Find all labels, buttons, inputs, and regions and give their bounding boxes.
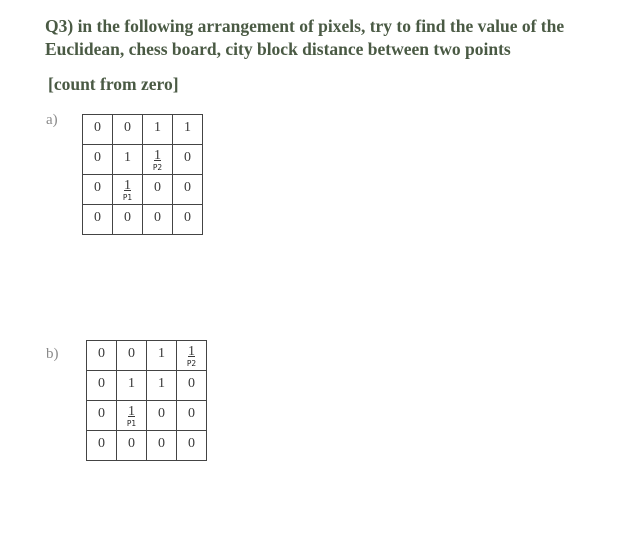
point-label: P2 — [152, 163, 163, 172]
pixel-value: 1 — [158, 376, 165, 391]
pixel-value: 1 — [154, 148, 161, 163]
pixel-cell — [177, 341, 207, 371]
pixel-value: 0 — [128, 436, 135, 451]
grid-row — [87, 341, 207, 371]
pixel-value: 0 — [94, 180, 101, 195]
pixel-value: 1 — [188, 344, 195, 359]
pixel-cell — [113, 205, 143, 235]
pixel-cell — [173, 145, 203, 175]
part-b-label: b) — [46, 346, 59, 362]
question-line-1: Q3) in the following arrangement of pixels, try to find the value of the — [45, 16, 565, 36]
pixel-cell — [87, 371, 117, 401]
pixel-value: 0 — [94, 150, 101, 165]
question-line-2: Euclidean, chess board, city block distance between two points — [45, 39, 511, 59]
pixel-value: 0 — [158, 406, 165, 421]
pixel-cell — [113, 145, 143, 175]
pixel-grid-b — [86, 340, 207, 461]
pixel-value: 0 — [98, 406, 105, 421]
pixel-cell — [143, 145, 173, 175]
pixel-cell — [143, 205, 173, 235]
pixel-value: 1 — [128, 404, 135, 419]
pixel-cell — [87, 401, 117, 431]
pixel-value: 0 — [98, 376, 105, 391]
pixel-value: 0 — [94, 120, 101, 135]
pixel-value: 0 — [128, 346, 135, 361]
pixel-cell — [177, 401, 207, 431]
pixel-cell — [117, 371, 147, 401]
pixel-value: 0 — [98, 436, 105, 451]
pixel-value: 0 — [124, 120, 131, 135]
pixel-cell — [83, 115, 113, 145]
pixel-value: 0 — [94, 210, 101, 225]
grid-row — [83, 115, 203, 145]
pixel-cell — [113, 175, 143, 205]
grid-row — [83, 175, 203, 205]
pixel-cell — [177, 431, 207, 461]
pixel-cell — [173, 175, 203, 205]
pixel-cell — [83, 145, 113, 175]
pixel-cell — [113, 115, 143, 145]
pixel-value: 0 — [154, 210, 161, 225]
grid-row — [83, 205, 203, 235]
pixel-cell — [117, 401, 147, 431]
pixel-cell — [143, 175, 173, 205]
pixel-value: 1 — [154, 120, 161, 135]
pixel-cell — [117, 431, 147, 461]
pixel-cell — [87, 431, 117, 461]
pixel-cell — [173, 205, 203, 235]
pixel-value: 0 — [184, 180, 191, 195]
pixel-value: 0 — [184, 150, 191, 165]
pixel-cell — [147, 341, 177, 371]
pixel-cell — [173, 115, 203, 145]
grid-row — [87, 371, 207, 401]
part-a-label: a) — [46, 112, 58, 128]
grid-row — [87, 401, 207, 431]
pixel-value: 1 — [124, 178, 131, 193]
pixel-value: 0 — [124, 210, 131, 225]
point-label: P2 — [186, 359, 197, 368]
pixel-grid-a — [82, 114, 203, 235]
pixel-cell — [143, 115, 173, 145]
pixel-value: 1 — [158, 346, 165, 361]
count-note: [count from zero] — [48, 74, 179, 94]
pixel-cell — [147, 401, 177, 431]
point-label: P1 — [126, 419, 137, 428]
question-text — [45, 15, 615, 61]
point-label: P1 — [122, 193, 133, 202]
pixel-cell — [177, 371, 207, 401]
pixel-value: 1 — [128, 376, 135, 391]
pixel-value: 0 — [188, 376, 195, 391]
pixel-value: 0 — [188, 436, 195, 451]
pixel-value: 0 — [154, 180, 161, 195]
pixel-cell — [147, 431, 177, 461]
pixel-value: 0 — [98, 346, 105, 361]
pixel-value: 0 — [184, 210, 191, 225]
grid-row — [83, 145, 203, 175]
pixel-value: 1 — [124, 150, 131, 165]
pixel-cell — [117, 341, 147, 371]
pixel-value: 0 — [158, 436, 165, 451]
pixel-cell — [83, 205, 113, 235]
pixel-cell — [147, 371, 177, 401]
pixel-value: 1 — [184, 120, 191, 135]
pixel-cell — [83, 175, 113, 205]
pixel-cell — [87, 341, 117, 371]
pixel-value: 0 — [188, 406, 195, 421]
grid-row — [87, 431, 207, 461]
